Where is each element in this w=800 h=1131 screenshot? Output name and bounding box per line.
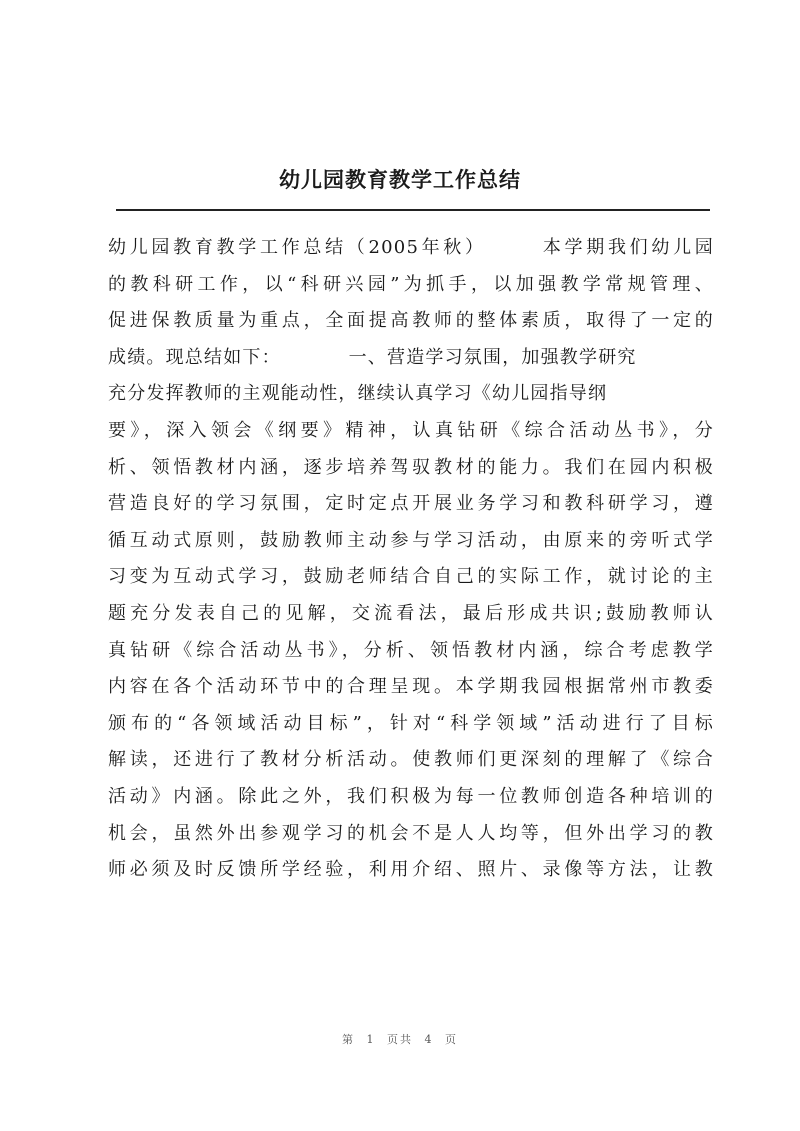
body-line: 成绩。现总结如下： 一、营造学习氛围，加强教学研究 — [108, 346, 637, 368]
body-line: 促进保教质量为重点，全面提高教师的整体素质，取得了一定的 — [108, 310, 714, 332]
body-line: 真钻研《综合活动丛书》，分析、领悟教材内涵，综合考虑教学 — [108, 639, 714, 661]
body-line: 营造良好的学习氛围，定时定点开展业务学习和教科研学习，遵 — [108, 493, 714, 515]
body-line: 习变为互动式学习，鼓励老师结合自己的实际工作，就讨论的主 — [108, 566, 714, 588]
body-line: 解读，还进行了教材分析活动。使教师们更深刻的理解了《综合 — [108, 749, 714, 771]
body-line: 题充分发表自己的见解，交流看法，最后形成共识;鼓励教师认 — [108, 602, 714, 624]
body-line: 充分发挥教师的主观能动性，继续认真学习《幼儿园指导纲 — [108, 383, 608, 405]
document-title: 幼儿园教育教学工作总结 — [279, 168, 521, 192]
body-line: 师必须及时反馈所学经验，利用介绍、照片、录像等方法，让教 — [108, 859, 714, 881]
body-line: 要》，深入领会《纲要》精神，认真钻研《综合活动丛书》，分 — [108, 419, 714, 441]
title-underline — [116, 209, 710, 211]
footer-prefix: 第 — [342, 1033, 355, 1046]
footer-suffix: 页 — [445, 1033, 458, 1046]
body-line: 幼儿园教育教学工作总结（2005年秋） 本学期我们幼儿园 — [108, 237, 714, 258]
body-line: 的教科研工作，以“科研兴园”为抓手，以加强教学常规管理、 — [108, 273, 714, 295]
page-footer — [0, 1031, 800, 1047]
body-line: 机会，虽然外出参观学习的机会不是人人均等，但外出学习的教 — [108, 822, 714, 844]
document-body — [108, 230, 714, 889]
body-line: 循互动式原则，鼓励教师主动参与学习活动，由原来的旁听式学 — [108, 529, 714, 551]
footer-page-number: 1 — [366, 1033, 376, 1046]
footer-middle: 页共 — [387, 1033, 413, 1046]
footer-total-pages: 4 — [424, 1033, 434, 1046]
body-line: 内容在各个活动环节中的合理呈现。本学期我园根据常州市教委 — [108, 676, 714, 698]
body-line: 析、领悟教材内涵，逐步培养驾驭教材的能力。我们在园内积极 — [108, 456, 714, 478]
body-line: 活动》内涵。除此之外，我们积极为每一位教师创造各种培训的 — [108, 785, 714, 807]
body-line: 颁布的“各领域活动目标”，针对“科学领域”活动进行了目标 — [108, 712, 714, 734]
